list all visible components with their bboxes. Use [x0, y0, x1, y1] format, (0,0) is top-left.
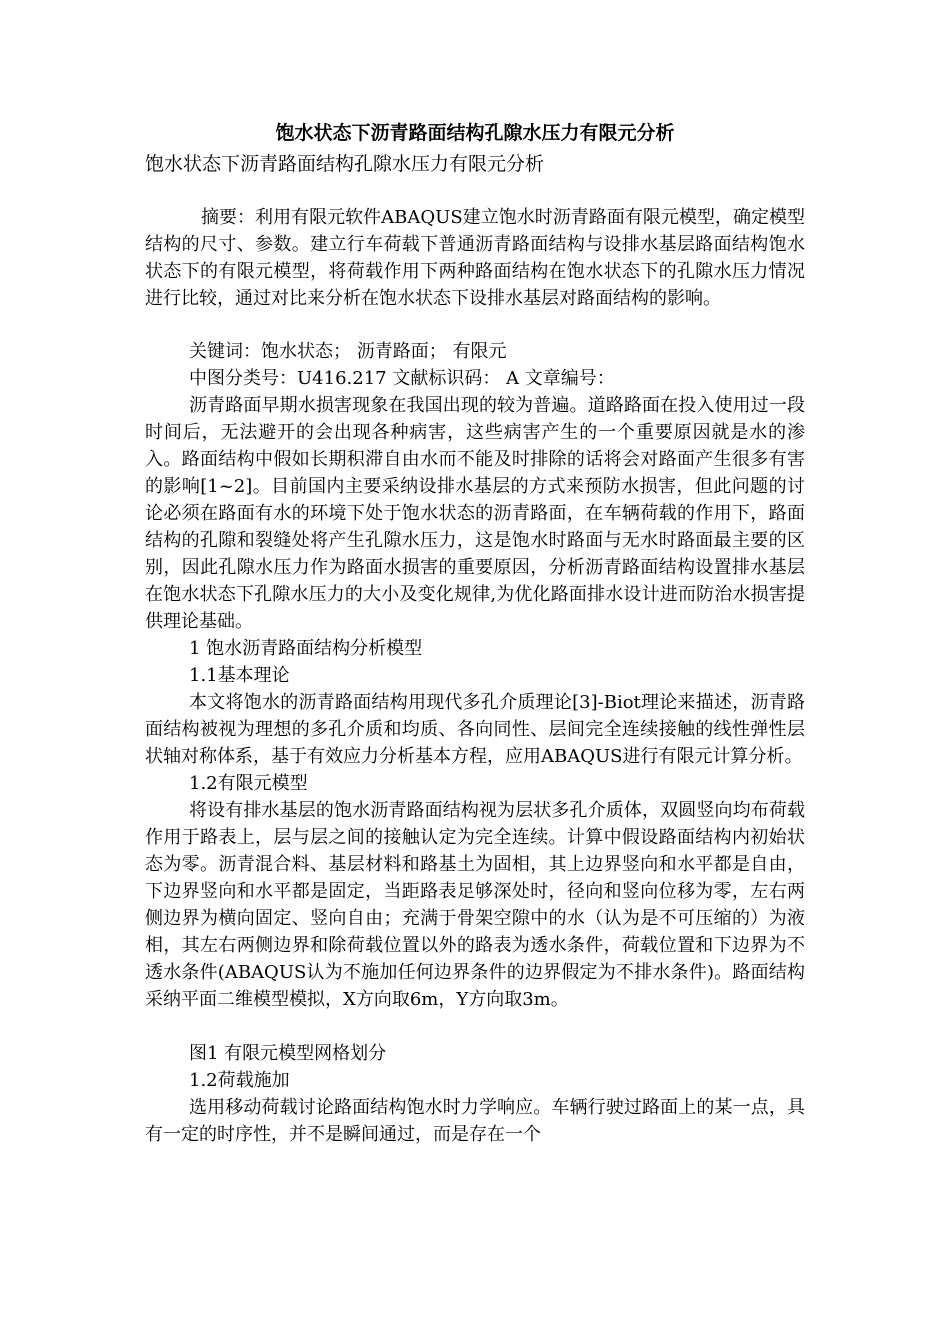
load-paragraph: 选用移动荷载讨论路面结构饱水时力学响应。车辆行驶过路面上的某一点，具有一定的时序性，并不是瞬间通过，而是存在一个 [145, 1097, 805, 1145]
document-page [145, 118, 805, 1148]
document-title: 饱水状态下沥青路面结构孔隙水压力有限元分析 [275, 122, 675, 144]
section-heading-1-2: 1.2有限元模型 [189, 773, 308, 794]
intro-paragraph: 沥青路面早期水损害现象在我国出现的较为普遍。道路路面在投入使用过一段时间后，无法避开的会出现各种病害，这些病害产生的一个重要原因就是水的渗入。路面结构中假如长期积滞自由水而不能及时排除的话将会对路面产生很多有害的影响[1~2]。目前国内主要采纳设排水基层的方式来预防水损害，但此问题的讨论必须在路面有水的环境下处于饱水状态的沥青路面，在车辆荷载的作用下，路面结构的孔隙和裂缝处将产生孔隙水压力，这是饱水时路面与无水时路面最主要的区别，因此孔隙水压力作为路面水损害的重要原因，分析沥青路面结构设置排水基层在饱水状态下孔隙水压力的大小及变化规律,为优化路面排水设计进而防治水损害提供理论基础。 [145, 395, 805, 632]
abstract-paragraph: 摘要：利用有限元软件ABAQUS建立饱水时沥青路面有限元模型，确定模型结构的尺寸、参数。建立行车荷载下普通沥青路面结构与设排水基层路面结构饱水状态下的有限元模型，将荷载作用下两种路面结构在饱水状态下的孔隙水压力情况进行比较，通过对比来分析在饱水状态下设排水基层对路面结构的影响。 [145, 207, 805, 309]
classification-line: 中图分类号：U416.217 文献标识码： A 文章编号： [189, 368, 615, 389]
figure-caption: 图1 有限元模型网格划分 [189, 1043, 387, 1064]
section-heading-load: 1.2荷载施加 [189, 1070, 290, 1091]
document-subtitle: 饱水状态下沥青路面结构孔隙水压力有限元分析 [145, 153, 545, 175]
fem-model-paragraph: 将设有排水基层的饱水沥青路面结构视为层状多孔介质体，双圆竖向均布荷载作用于路表上，层与层之间的接触认定为完全连续。计算中假设路面结构内初始状态为零。沥青混合料、基层材料和路基土为固相，其上边界竖向和水平都是自由，下边界竖向和水平都是固定，当距路表足够深处时，径向和竖向位移为零，左右两侧边界为横向固定、竖向自由；充满于骨架空隙中的水（认为是不可压缩的）为液相，其左右两侧边界和除荷载位置以外的路表为透水条件，荷载位置和下边界为不透水条件(ABAQUS认为不施加任何边界条件的边界假定为不排水条件)。路面结构采纳平面二维模型模拟，X方向取6m，Y方向取3m。 [145, 800, 805, 1010]
section-heading-1: 1 饱水沥青路面结构分析模型 [189, 638, 423, 659]
basic-theory-paragraph: 本文将饱水的沥青路面结构用现代多孔介质理论[3]-Biot理论来描述，沥青路面结构被视为理想的多孔介质和均质、各向同性、层间完全连续接触的线性弹性层状轴对称体系，基于有效应力分析基本方程，应用ABAQUS进行有限元计算分析。 [145, 692, 805, 767]
section-heading-1-1: 1.1基本理论 [189, 665, 290, 686]
keywords-line: 关键词：饱水状态； 沥青路面； 有限元 [189, 341, 507, 362]
